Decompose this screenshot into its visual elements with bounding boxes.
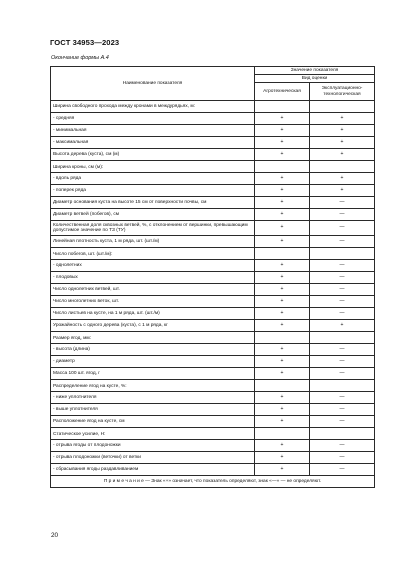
expl-mark-cell bbox=[310, 161, 375, 173]
column-header-name: Наименование показателя bbox=[51, 67, 255, 101]
indicator-name-cell: - ниже уплотнителя bbox=[51, 392, 255, 404]
indicator-name-cell: - выше уплотнителя bbox=[51, 404, 255, 416]
table-row bbox=[51, 452, 375, 464]
agro-mark-cell: + bbox=[255, 452, 310, 464]
indicator-name-cell: Количественная доля сквозных ветвей, %, с отклонением от вершинки, превышающим допустимое значение по ТЗ (ТУ) bbox=[51, 221, 255, 236]
agro-mark-cell: + bbox=[255, 392, 310, 404]
table-row bbox=[51, 332, 375, 344]
agro-mark-cell: + bbox=[255, 320, 310, 332]
expl-mark-cell: + bbox=[310, 320, 375, 332]
note-row bbox=[51, 476, 375, 488]
indicator-name-cell: Ширина свободного прохода между кронами в междурядьях, м: bbox=[51, 101, 255, 113]
agro-mark-cell bbox=[255, 248, 310, 260]
table-row bbox=[51, 272, 375, 284]
table-row bbox=[51, 464, 375, 476]
agro-mark-cell: + bbox=[255, 197, 310, 209]
indicator-name-cell: Статическое усилие, Н: bbox=[51, 428, 255, 440]
table-row bbox=[51, 428, 375, 440]
expl-mark-cell: — bbox=[310, 308, 375, 320]
indicator-name-cell: - поперек ряда bbox=[51, 185, 255, 197]
agro-mark-cell: + bbox=[255, 185, 310, 197]
indicator-name-cell: Расположение ягод на кусте, см bbox=[51, 416, 255, 428]
expl-mark-cell: — bbox=[310, 197, 375, 209]
indicator-name-cell: - диаметр bbox=[51, 356, 255, 368]
continuation-caption: Окончание формы А.4 bbox=[51, 55, 109, 61]
table-row bbox=[51, 149, 375, 161]
table-row bbox=[51, 380, 375, 392]
table-row bbox=[51, 284, 375, 296]
expl-mark-cell: — bbox=[310, 416, 375, 428]
agro-mark-cell bbox=[255, 161, 310, 173]
table-row bbox=[51, 185, 375, 197]
table-body bbox=[51, 67, 375, 488]
column-header-kind: Вид оценки bbox=[255, 75, 375, 83]
indicator-name-cell: Урожайность с одного дерева (куста), с 1 м ряда, кг bbox=[51, 320, 255, 332]
agro-mark-cell: + bbox=[255, 272, 310, 284]
indicator-table bbox=[50, 66, 375, 488]
expl-mark-cell: — bbox=[310, 296, 375, 308]
table-row bbox=[51, 209, 375, 221]
indicator-name-cell: - сбрасывания ягоды раздавливанием bbox=[51, 464, 255, 476]
table-row bbox=[51, 161, 375, 173]
table-row bbox=[51, 101, 375, 113]
table-row bbox=[51, 137, 375, 149]
indicator-name-cell: - плодовых bbox=[51, 272, 255, 284]
table-row bbox=[51, 197, 375, 209]
table-row bbox=[51, 344, 375, 356]
table-row bbox=[51, 260, 375, 272]
agro-mark-cell: + bbox=[255, 416, 310, 428]
indicator-name-cell: Размер ягод, мм: bbox=[51, 332, 255, 344]
indicator-name-cell: - средняя bbox=[51, 113, 255, 125]
indicator-name-cell: - отрыва ягоды от плодоножки bbox=[51, 440, 255, 452]
indicator-name-cell: Число многолетних веток, шт. bbox=[51, 296, 255, 308]
expl-mark-cell: + bbox=[310, 149, 375, 161]
indicator-name-cell: Число побегов, шт. (шт./м): bbox=[51, 248, 255, 260]
expl-mark-cell bbox=[310, 332, 375, 344]
expl-mark-cell: + bbox=[310, 137, 375, 149]
agro-mark-cell: + bbox=[255, 308, 310, 320]
column-header-expl: Эксплуатационно-технологическая bbox=[310, 83, 375, 101]
agro-mark-cell: + bbox=[255, 440, 310, 452]
expl-mark-cell: — bbox=[310, 440, 375, 452]
expl-mark-cell bbox=[310, 428, 375, 440]
expl-mark-cell: — bbox=[310, 464, 375, 476]
agro-mark-cell: + bbox=[255, 368, 310, 380]
agro-mark-cell: + bbox=[255, 344, 310, 356]
table-row bbox=[51, 368, 375, 380]
expl-mark-cell: — bbox=[310, 404, 375, 416]
expl-mark-cell: + bbox=[310, 113, 375, 125]
expl-mark-cell bbox=[310, 380, 375, 392]
agro-mark-cell: + bbox=[255, 113, 310, 125]
table-row bbox=[51, 125, 375, 137]
expl-mark-cell: — bbox=[310, 236, 375, 248]
expl-mark-cell bbox=[310, 248, 375, 260]
agro-mark-cell bbox=[255, 428, 310, 440]
agro-mark-cell: + bbox=[255, 125, 310, 137]
indicator-name-cell: Диаметр основания куста на высоте 15 см от поверхности почвы, см bbox=[51, 197, 255, 209]
header-row-1 bbox=[51, 67, 375, 75]
agro-mark-cell: + bbox=[255, 260, 310, 272]
indicator-name-cell: Масса 100 шт. ягод, г bbox=[51, 368, 255, 380]
agro-mark-cell: + bbox=[255, 137, 310, 149]
column-header-agro: Агротехническая bbox=[255, 83, 310, 101]
agro-mark-cell: + bbox=[255, 149, 310, 161]
expl-mark-cell: — bbox=[310, 356, 375, 368]
indicator-name-cell: Число однолетних ветвей, шт. bbox=[51, 284, 255, 296]
table-row bbox=[51, 392, 375, 404]
column-header-values: Значение показателя bbox=[255, 67, 375, 75]
expl-mark-cell: — bbox=[310, 344, 375, 356]
agro-mark-cell: + bbox=[255, 296, 310, 308]
indicator-name-cell: Линейная плотность куста, 1 м ряда, шт. (шт./м) bbox=[51, 236, 255, 248]
table-row bbox=[51, 440, 375, 452]
table-row bbox=[51, 308, 375, 320]
expl-mark-cell: + bbox=[310, 185, 375, 197]
agro-mark-cell: + bbox=[255, 236, 310, 248]
table-row bbox=[51, 236, 375, 248]
expl-mark-cell: — bbox=[310, 209, 375, 221]
page-number: 20 bbox=[51, 532, 59, 539]
expl-mark-cell: — bbox=[310, 272, 375, 284]
expl-mark-cell bbox=[310, 101, 375, 113]
agro-mark-cell: + bbox=[255, 284, 310, 296]
expl-mark-cell: — bbox=[310, 392, 375, 404]
agro-mark-cell: + bbox=[255, 356, 310, 368]
indicator-name-cell: - отрыва плодоножки (веточки) от ветки bbox=[51, 452, 255, 464]
table-note: П р и м е ч а н и е — Знак «+» означает, что показатель определяют, знак «—» — не определяют. bbox=[51, 476, 375, 488]
agro-mark-cell: + bbox=[255, 464, 310, 476]
agro-mark-cell: + bbox=[255, 404, 310, 416]
indicator-name-cell: Диаметр ветвей (побегов), см bbox=[51, 209, 255, 221]
expl-mark-cell: — bbox=[310, 260, 375, 272]
agro-mark-cell bbox=[255, 380, 310, 392]
expl-mark-cell: + bbox=[310, 173, 375, 185]
agro-mark-cell: + bbox=[255, 221, 310, 236]
indicator-name-cell: - высота (длина) bbox=[51, 344, 255, 356]
indicator-name-cell: Высота дерева (куста), см (м) bbox=[51, 149, 255, 161]
agro-mark-cell: + bbox=[255, 173, 310, 185]
indicator-name-cell: Распределение ягод на кусте, %: bbox=[51, 380, 255, 392]
indicator-name-cell: Число листьев на кусте, на 1 м ряда, шт. (шт./м) bbox=[51, 308, 255, 320]
table-row bbox=[51, 173, 375, 185]
indicator-name-cell: - максимальная bbox=[51, 137, 255, 149]
document-header: ГОСТ 34953—2023 bbox=[50, 38, 120, 47]
table-row bbox=[51, 320, 375, 332]
table-row bbox=[51, 356, 375, 368]
table-row bbox=[51, 221, 375, 236]
expl-mark-cell: — bbox=[310, 221, 375, 236]
expl-mark-cell: — bbox=[310, 368, 375, 380]
table-row bbox=[51, 113, 375, 125]
indicator-name-cell: - минимальная bbox=[51, 125, 255, 137]
table-row bbox=[51, 248, 375, 260]
table-row bbox=[51, 296, 375, 308]
agro-mark-cell: + bbox=[255, 209, 310, 221]
table-row bbox=[51, 404, 375, 416]
expl-mark-cell: + bbox=[310, 125, 375, 137]
expl-mark-cell: — bbox=[310, 452, 375, 464]
agro-mark-cell bbox=[255, 332, 310, 344]
expl-mark-cell: — bbox=[310, 284, 375, 296]
agro-mark-cell bbox=[255, 101, 310, 113]
table-row bbox=[51, 416, 375, 428]
indicator-name-cell: Ширина кроны, см (м): bbox=[51, 161, 255, 173]
indicator-name-cell: - вдоль ряда bbox=[51, 173, 255, 185]
indicator-name-cell: - однолетних bbox=[51, 260, 255, 272]
